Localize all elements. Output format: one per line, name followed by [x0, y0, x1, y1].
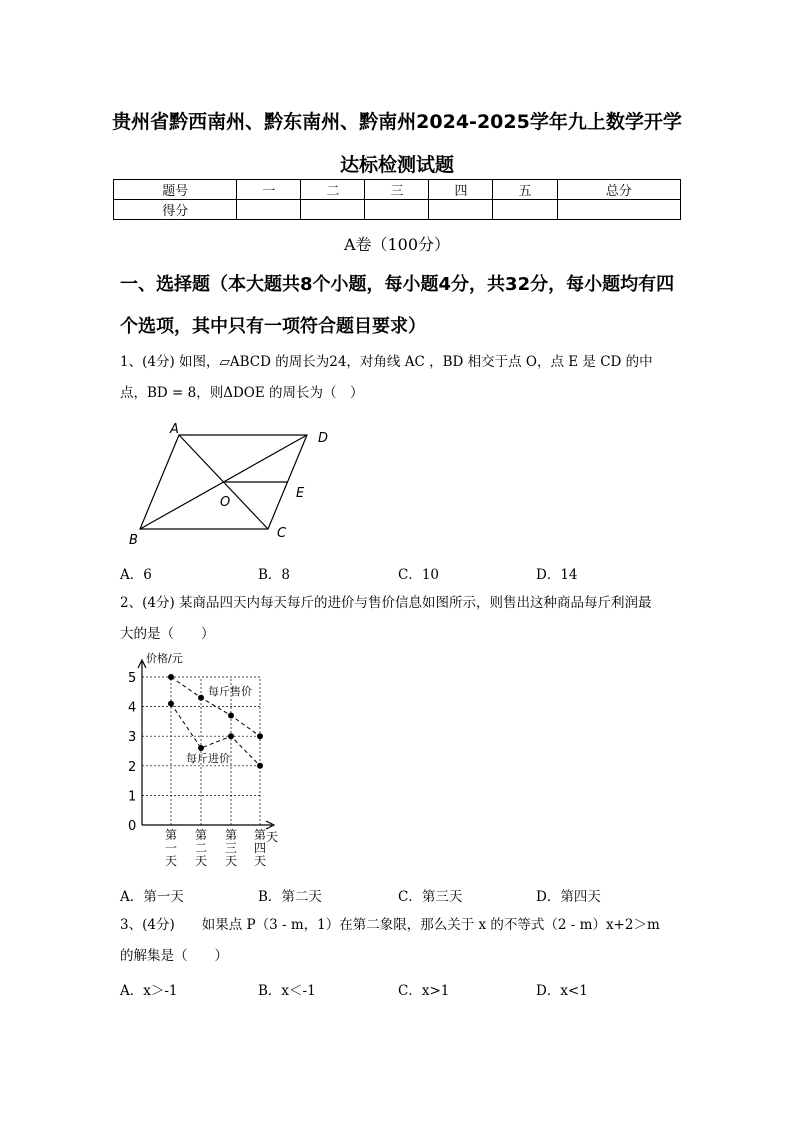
x-tick-label: 第三天: [225, 828, 238, 868]
q3-option-a[interactable]: A．x＞-1: [120, 983, 178, 999]
data-point: [257, 763, 263, 769]
q2-option-d[interactable]: D．第四天: [536, 889, 601, 905]
y-tick-label: 3: [128, 730, 137, 746]
y-tick-label: 0: [128, 819, 137, 834]
parallelogram-figure: [120, 420, 350, 550]
label-o: O: [220, 495, 231, 510]
q1-option-c[interactable]: C．10: [398, 567, 440, 583]
score-row-label: 得分: [114, 200, 237, 220]
q3-option-b[interactable]: B．x＜-1: [258, 983, 316, 999]
data-point: [198, 695, 204, 701]
score-header-cell: 五: [493, 180, 557, 200]
q2-option-b[interactable]: B．第二天: [258, 889, 322, 905]
section-heading: 一、选择题（本大题共8个小题，每小题4分，共32分，每小题均有四个选项，其中只有一项符合题目要求）: [120, 274, 675, 337]
score-header-cell: 二: [301, 180, 365, 200]
price-chart: [112, 650, 292, 880]
label-e: E: [296, 486, 305, 501]
label-d: D: [318, 431, 329, 446]
q3-option-c[interactable]: C．x>1: [398, 983, 450, 999]
question-2-line1: 2、(4分) 某商品四天内每天每斤的进价与售价信息如图所示，则售出这种商品每斤利润最: [120, 595, 652, 611]
score-header-cell: 三: [365, 180, 429, 200]
question-1-line2: 点，BD = 8，则ΔDOE 的周长为（ ）: [120, 385, 364, 401]
data-point: [257, 733, 263, 739]
x-tick-label: 第四天: [254, 828, 267, 868]
score-cell: [493, 200, 557, 220]
score-cell: [237, 200, 301, 220]
y-tick-label: 4: [128, 700, 137, 716]
data-point: [198, 745, 204, 751]
q1-option-a[interactable]: A．6: [120, 567, 152, 583]
doc-title-line1: 贵州省黔西南州、黔东南州、黔南州2024-2025学年九上数学开学: [112, 111, 682, 133]
score-cell: [429, 200, 493, 220]
data-point: [168, 701, 174, 707]
question-3-line2: 的解集是（ ）: [120, 948, 228, 964]
score-cell: [365, 200, 429, 220]
score-cell: [301, 200, 365, 220]
score-cell: [557, 200, 681, 220]
y-tick-label: 1: [128, 789, 137, 805]
volume-label: A卷（100分）: [343, 235, 451, 254]
question-1-line1: 1、(4分) 如图，▱ABCD 的周长为24，对角线 AC ，BD 相交于点 O，点 E 是 CD 的中: [120, 354, 653, 370]
q3-option-d[interactable]: D．x<1: [536, 983, 588, 999]
label-c: C: [277, 526, 287, 541]
score-table-header-row: [114, 180, 681, 200]
x-tick-label: 第一天: [165, 828, 178, 868]
series-label: 每斤进价: [186, 752, 230, 765]
x-axis-label: 天: [266, 830, 279, 844]
score-table: [113, 179, 681, 220]
data-point: [228, 733, 234, 739]
y-tick-label: 2: [128, 759, 137, 775]
score-header-cell: 四: [429, 180, 493, 200]
q2-option-c[interactable]: C．第三天: [398, 889, 463, 905]
x-tick-label: 第二天: [195, 828, 208, 868]
q1-option-d[interactable]: D．14: [536, 567, 578, 583]
data-point: [228, 712, 234, 718]
data-point: [168, 674, 174, 680]
score-table-score-row: [114, 200, 681, 220]
label-b: B: [129, 533, 138, 548]
doc-title-line2: 达标检测试题: [339, 154, 454, 176]
question-3-line1: 3、(4分) 如果点 P（3 - m，1）在第二象限，那么关于 x 的不等式（2 - m）x+2＞m: [120, 917, 660, 933]
score-header-cell: 一: [237, 180, 301, 200]
y-tick-label: 5: [128, 671, 137, 686]
series-label: 每斤售价: [208, 685, 252, 698]
question-2-line2: 大的是（ ）: [120, 626, 215, 642]
score-header-cell: 题号: [114, 180, 237, 200]
q2-option-a[interactable]: A．第一天: [120, 889, 184, 905]
y-axis-label: 价格/元: [146, 652, 183, 665]
label-a: A: [170, 422, 179, 437]
score-header-cell: 总分: [557, 180, 681, 200]
q1-option-b[interactable]: B．8: [258, 567, 291, 583]
